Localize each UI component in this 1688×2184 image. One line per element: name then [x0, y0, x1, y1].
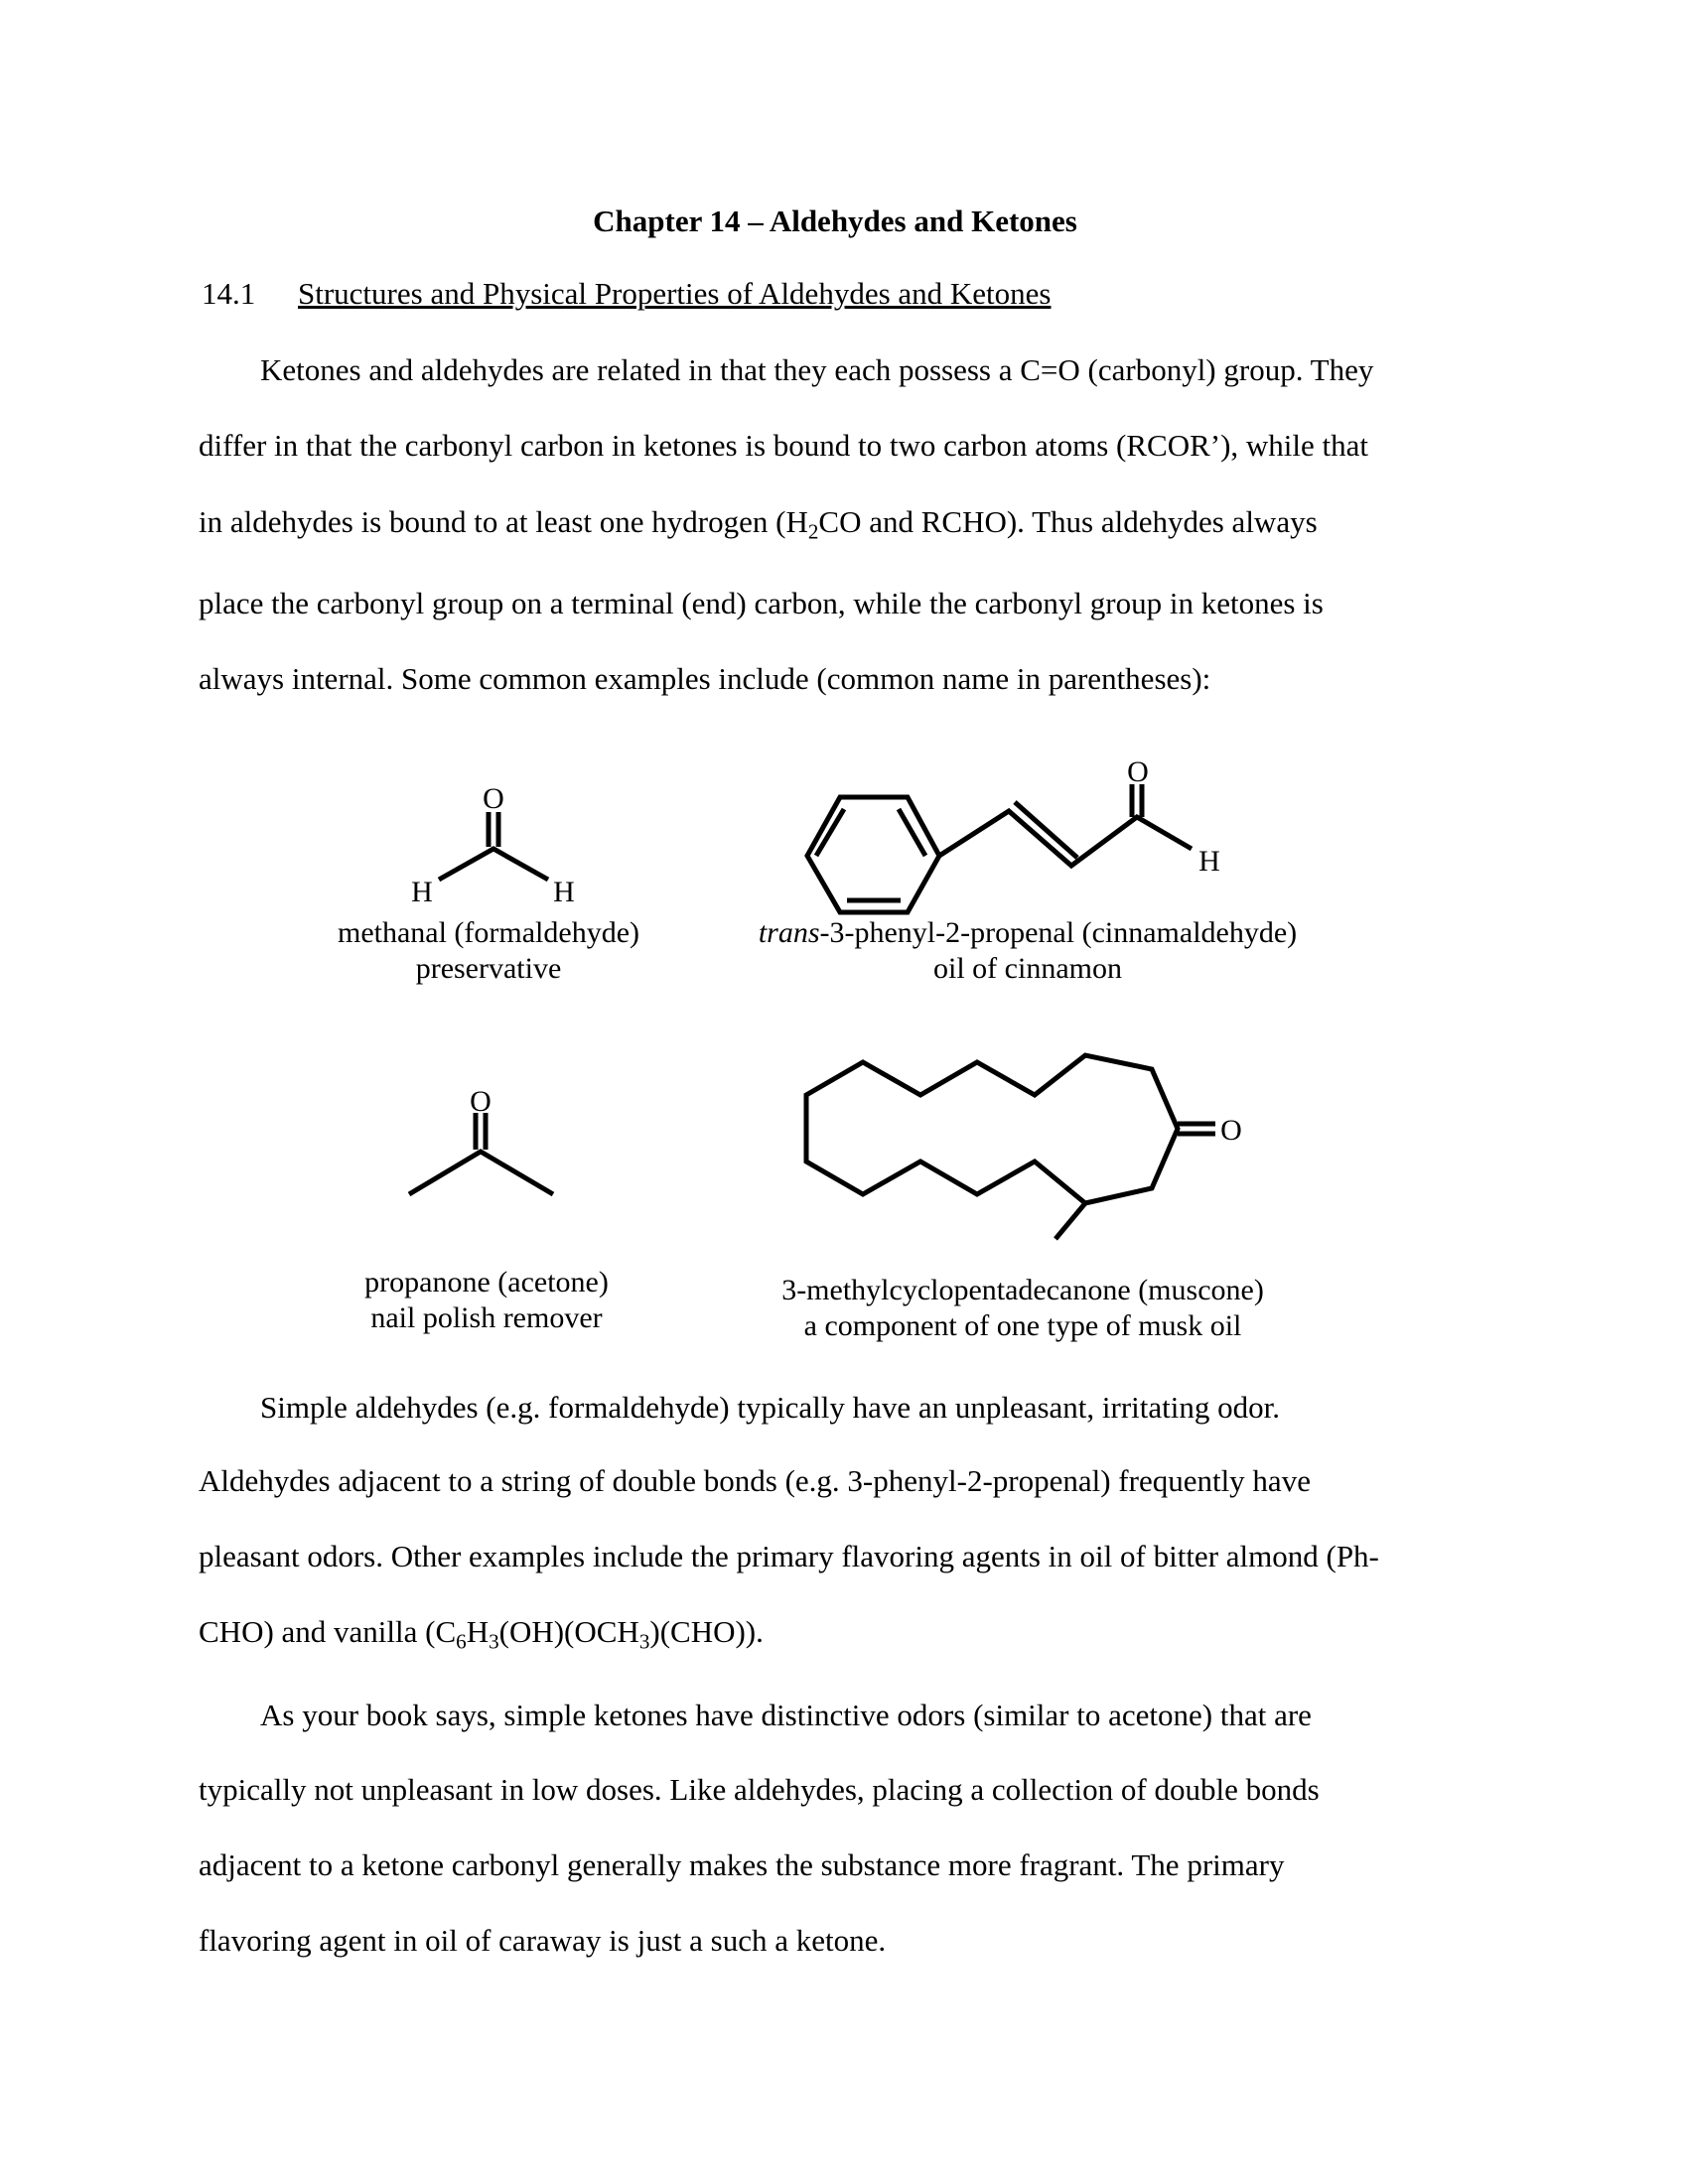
cinnamaldehyde-structure — [807, 784, 1192, 912]
paragraph-line: flavoring agent in oil of caraway is just a such a ketone. — [199, 1923, 887, 1958]
caption-cinnamaldehyde-use: oil of cinnamon — [933, 952, 1122, 985]
caption-formaldehyde-name: methanal (formaldehyde) — [337, 916, 640, 949]
caption-muscone-use: a component of one type of musk oil — [803, 1309, 1242, 1342]
subscript: 3 — [489, 1629, 499, 1654]
muscone-structure — [806, 1055, 1215, 1239]
paragraph-line: As your book says, simple ketones have distinctive odors (similar to acetone) that are — [260, 1698, 1312, 1732]
text-run: CHO) and vanilla (C — [199, 1614, 457, 1649]
hydrogen-atom-label: H — [553, 876, 575, 908]
oxygen-atom-label: O — [470, 1085, 492, 1118]
text-run: in aldehydes is bound to at least one hydrogen (H — [199, 504, 808, 539]
paragraph-line: adjacent to a ketone carbonyl generally makes the substance more fragrant. The primary — [199, 1847, 1285, 1882]
hydrogen-atom-label: H — [1198, 845, 1220, 878]
paragraph-line: typically not unpleasant in low doses. Like aldehydes, placing a collection of double bonds — [199, 1772, 1320, 1807]
subscript: 6 — [456, 1629, 467, 1654]
section-number: 14.1 — [202, 276, 256, 311]
text-run: )(CHO)). — [649, 1614, 764, 1649]
text-run: H — [466, 1614, 490, 1649]
chapter-title: Chapter 14 – Aldehydes and Ketones — [593, 204, 1077, 238]
section-title: Structures and Physical Properties of Aldehydes and Ketones — [298, 276, 1052, 311]
caption-formaldehyde-use: preservative — [415, 952, 562, 985]
caption-muscone-name: 3-methylcyclopentadecanone (muscone) — [781, 1274, 1264, 1306]
oxygen-atom-label: O — [483, 782, 504, 815]
subscript: 2 — [807, 519, 819, 544]
text-run: CO and RCHO). Thus aldehydes always — [818, 504, 1318, 539]
paragraph-line: pleasant odors. Other examples include the primary flavoring agents in oil of bitter almond (Ph- — [199, 1539, 1379, 1573]
caption-cinnamaldehyde-name — [725, 918, 1331, 948]
formaldehyde-structure — [439, 812, 548, 880]
caption-acetone-name: propanone (acetone) — [364, 1266, 609, 1298]
paragraph-line: always internal. Some common examples include (common name in parentheses): — [199, 661, 1211, 696]
paragraph-line — [199, 1614, 764, 1654]
hydrogen-atom-label: H — [411, 876, 433, 908]
oxygen-atom-label: O — [1220, 1114, 1242, 1147]
paragraph-line: differ in that the carbonyl carbon in ketones is bound to two carbon atoms (RCOR’), while that — [199, 428, 1369, 463]
text-run: (OH)(OCH — [498, 1614, 639, 1649]
acetone-structure — [409, 1113, 553, 1194]
oxygen-atom-label: O — [1127, 755, 1149, 788]
caption-acetone-use: nail polish remover — [370, 1301, 603, 1334]
italic-prefix: trans — [758, 916, 820, 949]
subscript: 3 — [638, 1629, 650, 1654]
paragraph-line: Aldehydes adjacent to a string of double bonds (e.g. 3-phenyl-2-propenal) frequently have — [199, 1463, 1311, 1498]
paragraph-line: Simple aldehydes (e.g. formaldehyde) typically have an unpleasant, irritating odor. — [260, 1390, 1280, 1425]
paragraph-line: Ketones and aldehydes are related in that they each possess a C=O (carbonyl) group. They — [260, 352, 1374, 387]
paragraph-line: place the carbonyl group on a terminal (end) carbon, while the carbonyl group in ketones is — [199, 586, 1324, 620]
name-text: -3-phenyl-2-propenal (cinnamaldehyde) — [819, 916, 1298, 949]
